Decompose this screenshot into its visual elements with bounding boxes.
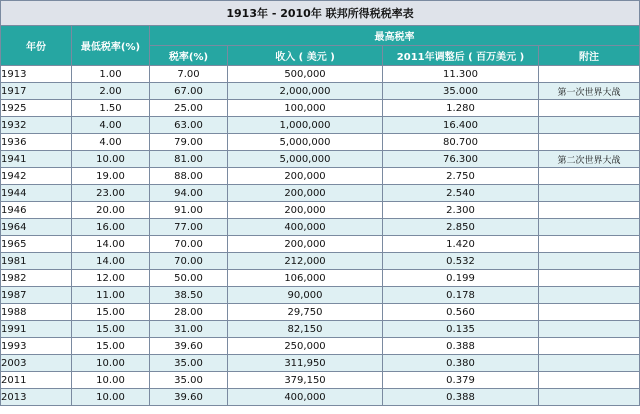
cell-note <box>539 304 640 321</box>
table-row <box>1 185 640 202</box>
header-year: 年份 <box>1 26 72 66</box>
table-row <box>1 168 640 185</box>
table-title: 1913年 - 2010年 联邦所得税税率表 <box>1 1 640 26</box>
cell-lowest-rate: 4.00 <box>72 134 150 151</box>
cell-adjusted: 76.300 <box>383 151 539 168</box>
cell-lowest-rate: 14.00 <box>72 253 150 270</box>
cell-lowest-rate: 15.00 <box>72 321 150 338</box>
cell-income: 90,000 <box>228 287 383 304</box>
table-row <box>1 287 640 304</box>
cell-adjusted: 2.540 <box>383 185 539 202</box>
cell-lowest-rate: 2.00 <box>72 83 150 100</box>
cell-lowest-rate: 23.00 <box>72 185 150 202</box>
table-row <box>1 321 640 338</box>
cell-top-rate: 31.00 <box>150 321 228 338</box>
cell-income: 250,000 <box>228 338 383 355</box>
table-row <box>1 100 640 117</box>
cell-top-rate: 63.00 <box>150 117 228 134</box>
header-note: 附注 <box>539 46 640 66</box>
header-income: 收入 ( 美元 ) <box>228 46 383 66</box>
cell-year: 1925 <box>1 100 72 117</box>
cell-lowest-rate: 4.00 <box>72 117 150 134</box>
cell-adjusted: 1.280 <box>383 100 539 117</box>
cell-note <box>539 389 640 406</box>
cell-income: 5,000,000 <box>228 134 383 151</box>
cell-top-rate: 77.00 <box>150 219 228 236</box>
cell-adjusted: 35.000 <box>383 83 539 100</box>
cell-income: 311,950 <box>228 355 383 372</box>
cell-income: 200,000 <box>228 185 383 202</box>
cell-note <box>539 287 640 304</box>
cell-year: 2011 <box>1 372 72 389</box>
table-row <box>1 202 640 219</box>
cell-adjusted: 2.850 <box>383 219 539 236</box>
cell-lowest-rate: 20.00 <box>72 202 150 219</box>
cell-note <box>539 185 640 202</box>
cell-income: 200,000 <box>228 168 383 185</box>
cell-adjusted: 80.700 <box>383 134 539 151</box>
cell-lowest-rate: 10.00 <box>72 389 150 406</box>
cell-top-rate: 50.00 <box>150 270 228 287</box>
cell-year: 1987 <box>1 287 72 304</box>
cell-top-rate: 7.00 <box>150 66 228 83</box>
cell-income: 212,000 <box>228 253 383 270</box>
cell-top-rate: 67.00 <box>150 83 228 100</box>
cell-income: 200,000 <box>228 202 383 219</box>
header-lowest-rate: 最低税率(%) <box>72 26 150 66</box>
header-top-rate: 税率(%) <box>150 46 228 66</box>
cell-lowest-rate: 12.00 <box>72 270 150 287</box>
cell-lowest-rate: 11.00 <box>72 287 150 304</box>
cell-year: 1982 <box>1 270 72 287</box>
cell-note <box>539 355 640 372</box>
table-row <box>1 389 640 406</box>
cell-lowest-rate: 1.00 <box>72 66 150 83</box>
cell-top-rate: 35.00 <box>150 355 228 372</box>
cell-note <box>539 100 640 117</box>
cell-note: 第二次世界大战 <box>539 151 640 168</box>
cell-top-rate: 79.00 <box>150 134 228 151</box>
cell-year: 1946 <box>1 202 72 219</box>
cell-income: 400,000 <box>228 389 383 406</box>
cell-top-rate: 28.00 <box>150 304 228 321</box>
table-row <box>1 355 640 372</box>
cell-lowest-rate: 16.00 <box>72 219 150 236</box>
cell-year: 1942 <box>1 168 72 185</box>
table-row <box>1 372 640 389</box>
table-row <box>1 270 640 287</box>
cell-lowest-rate: 19.00 <box>72 168 150 185</box>
cell-adjusted: 0.388 <box>383 389 539 406</box>
cell-adjusted: 0.388 <box>383 338 539 355</box>
cell-adjusted: 2.750 <box>383 168 539 185</box>
cell-adjusted: 0.532 <box>383 253 539 270</box>
table-row <box>1 83 640 100</box>
cell-income: 379,150 <box>228 372 383 389</box>
cell-year: 2013 <box>1 389 72 406</box>
cell-year: 2003 <box>1 355 72 372</box>
cell-adjusted: 1.420 <box>383 236 539 253</box>
cell-lowest-rate: 15.00 <box>72 304 150 321</box>
cell-note <box>539 117 640 134</box>
cell-top-rate: 81.00 <box>150 151 228 168</box>
cell-adjusted: 2.300 <box>383 202 539 219</box>
cell-note <box>539 219 640 236</box>
cell-income: 100,000 <box>228 100 383 117</box>
cell-lowest-rate: 14.00 <box>72 236 150 253</box>
cell-adjusted: 0.379 <box>383 372 539 389</box>
cell-income: 500,000 <box>228 66 383 83</box>
table-row <box>1 219 640 236</box>
header-top-rate-group: 最高税率 <box>150 26 640 46</box>
cell-note: 第一次世界大战 <box>539 83 640 100</box>
cell-top-rate: 70.00 <box>150 236 228 253</box>
cell-note <box>539 372 640 389</box>
cell-income: 5,000,000 <box>228 151 383 168</box>
cell-adjusted: 0.135 <box>383 321 539 338</box>
cell-note <box>539 168 640 185</box>
cell-note <box>539 321 640 338</box>
cell-top-rate: 39.60 <box>150 338 228 355</box>
cell-lowest-rate: 10.00 <box>72 372 150 389</box>
cell-adjusted: 16.400 <box>383 117 539 134</box>
header-adjusted: 2011年调整后 ( 百万美元 ) <box>383 46 539 66</box>
cell-top-rate: 35.00 <box>150 372 228 389</box>
cell-year: 1932 <box>1 117 72 134</box>
cell-adjusted: 0.199 <box>383 270 539 287</box>
cell-note <box>539 253 640 270</box>
cell-top-rate: 94.00 <box>150 185 228 202</box>
table-row <box>1 117 640 134</box>
cell-income: 82,150 <box>228 321 383 338</box>
cell-year: 1913 <box>1 66 72 83</box>
cell-year: 1988 <box>1 304 72 321</box>
cell-note <box>539 134 640 151</box>
header-row-1 <box>1 26 640 46</box>
cell-income: 106,000 <box>228 270 383 287</box>
cell-income: 29,750 <box>228 304 383 321</box>
table-row <box>1 151 640 168</box>
table-row <box>1 253 640 270</box>
cell-top-rate: 38.50 <box>150 287 228 304</box>
cell-note <box>539 338 640 355</box>
cell-note <box>539 236 640 253</box>
cell-top-rate: 39.60 <box>150 389 228 406</box>
table-row <box>1 236 640 253</box>
cell-lowest-rate: 10.00 <box>72 151 150 168</box>
cell-year: 1965 <box>1 236 72 253</box>
table-row <box>1 134 640 151</box>
cell-note <box>539 66 640 83</box>
cell-top-rate: 91.00 <box>150 202 228 219</box>
table-body <box>1 66 640 406</box>
cell-adjusted: 0.380 <box>383 355 539 372</box>
cell-year: 1936 <box>1 134 72 151</box>
cell-adjusted: 0.560 <box>383 304 539 321</box>
cell-year: 1981 <box>1 253 72 270</box>
cell-lowest-rate: 10.00 <box>72 355 150 372</box>
cell-income: 2,000,000 <box>228 83 383 100</box>
cell-adjusted: 11.300 <box>383 66 539 83</box>
cell-income: 1,000,000 <box>228 117 383 134</box>
cell-year: 1993 <box>1 338 72 355</box>
cell-year: 1964 <box>1 219 72 236</box>
cell-adjusted: 0.178 <box>383 287 539 304</box>
cell-lowest-rate: 1.50 <box>72 100 150 117</box>
cell-income: 400,000 <box>228 219 383 236</box>
cell-top-rate: 70.00 <box>150 253 228 270</box>
table-row <box>1 66 640 83</box>
cell-income: 200,000 <box>228 236 383 253</box>
cell-note <box>539 202 640 219</box>
table-row <box>1 304 640 321</box>
cell-year: 1991 <box>1 321 72 338</box>
title-row <box>1 1 640 26</box>
table-row <box>1 338 640 355</box>
cell-top-rate: 88.00 <box>150 168 228 185</box>
cell-year: 1944 <box>1 185 72 202</box>
cell-top-rate: 25.00 <box>150 100 228 117</box>
cell-lowest-rate: 15.00 <box>72 338 150 355</box>
cell-year: 1917 <box>1 83 72 100</box>
cell-note <box>539 270 640 287</box>
cell-year: 1941 <box>1 151 72 168</box>
